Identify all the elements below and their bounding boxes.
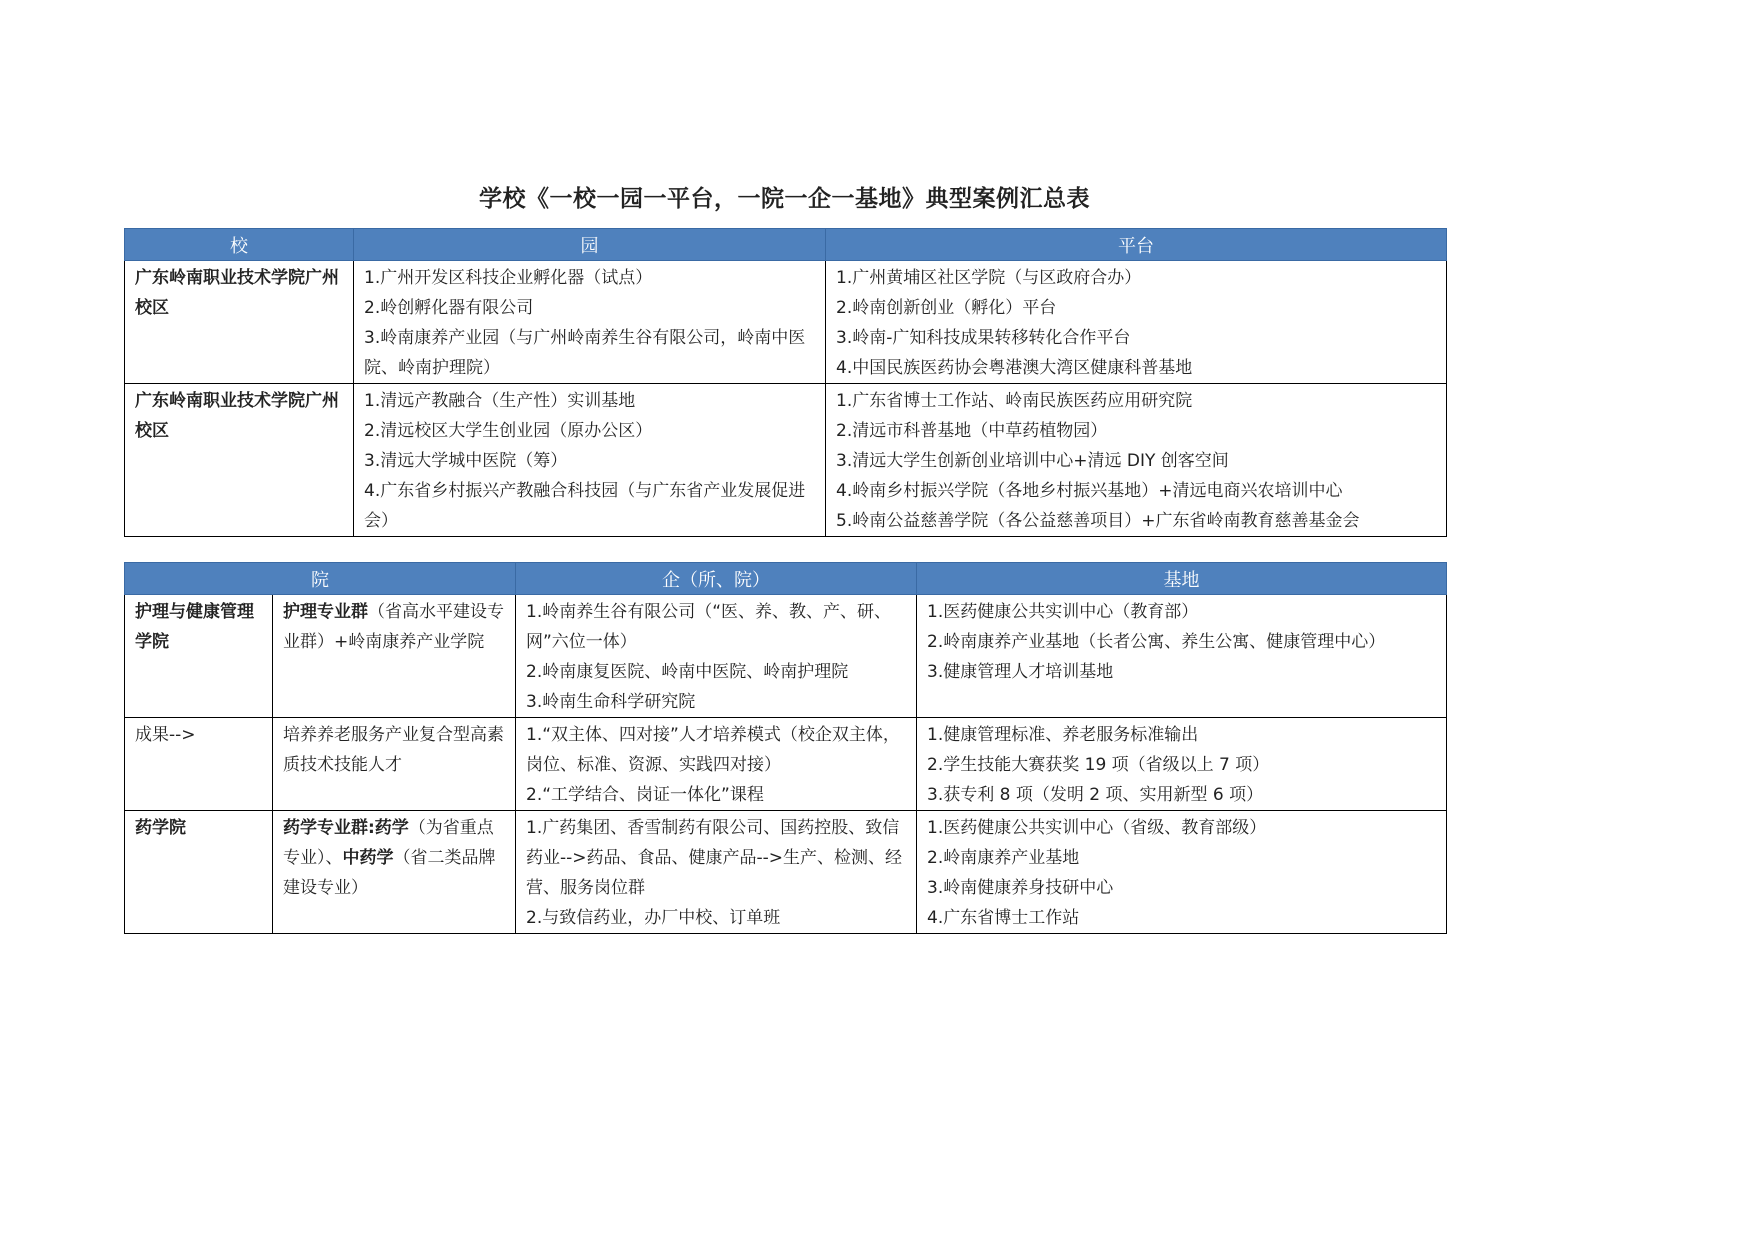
table-header-row	[125, 229, 1447, 261]
list-item: 1.广药集团、香雪制药有限公司、国药控股、致信药业-->药品、食品、健康产品-->生产、检测、经营、服务岗位群	[526, 818, 903, 898]
enterprise-cell	[516, 718, 917, 811]
major-cell: 培养养老服务产业复合型高素质技术技能人才	[273, 718, 516, 811]
park-cell	[354, 261, 826, 384]
header-college: 院	[125, 563, 516, 595]
list-item: 2.学生技能大赛获奖 19 项（省级以上 7 项）	[927, 755, 1270, 775]
list-item: 1.广州黄埔区社区学院（与区政府合办）	[836, 268, 1142, 288]
header-platform: 平台	[826, 229, 1447, 261]
list-item: 3.健康管理人才培训基地	[927, 662, 1114, 682]
list-item: 1.“双主体、四对接”人才培养模式（校企双主体，岗位、标准、资源、实践四对接）	[526, 725, 900, 775]
list-item: 4.中国民族医药协会粤港澳大湾区健康科普基地	[836, 358, 1193, 378]
major-group-name: 护理专业群	[283, 602, 368, 622]
college-cell: 药学院	[125, 811, 273, 934]
major-group-note: （为省重点专业）、	[283, 818, 494, 868]
list-item: 4.广东省乡村振兴产教融合科技园（与广东省产业发展促进会）	[364, 481, 806, 531]
list-item: 1.健康管理标准、养老服务标准输出	[927, 725, 1199, 745]
header-base: 基地	[917, 563, 1447, 595]
table-row	[125, 718, 1447, 811]
major-group-name: 药学专业群:药学	[283, 818, 409, 838]
list-item: 1.广东省博士工作站、岭南民族医药应用研究院	[836, 391, 1193, 411]
list-item: 2.清远校区大学生创业园（原办公区）	[364, 421, 653, 441]
list-item: 2.清远市科普基地（中草药植物园）	[836, 421, 1108, 441]
college-cell: 成果-->	[125, 718, 273, 811]
school-cell: 广东岭南职业技术学院广州校区	[125, 261, 354, 384]
list-item: 3.岭南康养产业园（与广州岭南养生谷有限公司，岭南中医院、岭南护理院）	[364, 328, 806, 378]
list-item: 2.岭创孵化器有限公司	[364, 298, 534, 318]
list-item: 3.清远大学生创新创业培训中心+清远 DIY 创客空间	[836, 451, 1229, 471]
major-note: （省二类品牌建设专业）	[283, 848, 496, 898]
platform-cell	[826, 261, 1447, 384]
park-cell	[354, 384, 826, 537]
table-row	[125, 261, 1447, 384]
base-cell	[917, 811, 1447, 934]
list-item: 2.岭南康养产业基地（长者公寓、养生公寓、健康管理中心）	[927, 632, 1386, 652]
list-item: 1.清远产教融合（生产性）实训基地	[364, 391, 636, 411]
list-item: 4.岭南乡村振兴学院（各地乡村振兴基地）+清远电商兴农培训中心	[836, 481, 1343, 501]
college-cell: 护理与健康管理学院	[125, 595, 273, 718]
major-name: 中药学	[342, 848, 394, 868]
table-row	[125, 384, 1447, 537]
table-header-row	[125, 563, 1447, 595]
header-park: 园	[354, 229, 826, 261]
list-item: 2.与致信药业，办厂中校、订单班	[526, 908, 781, 928]
header-school: 校	[125, 229, 354, 261]
enterprise-cell	[516, 595, 917, 718]
major-cell	[273, 811, 516, 934]
list-item: 1.岭南养生谷有限公司（“医、养、教、产、研、网”六位一体）	[526, 602, 892, 652]
list-item: 5.岭南公益慈善学院（各公益慈善项目）+广东省岭南教育慈善基金会	[836, 511, 1360, 531]
page-title: 学校《一校一园一平台，一院一企一基地》典型案例汇总表	[479, 186, 1090, 212]
list-item: 2.岭南康养产业基地	[927, 848, 1080, 868]
school-park-platform-table	[124, 228, 1447, 537]
platform-cell	[826, 384, 1447, 537]
table-row	[125, 595, 1447, 718]
list-item: 3.岭南生命科学研究院	[526, 692, 696, 712]
major-group-note: （省高水平建设专业群）+岭南康养产业学院	[283, 602, 504, 652]
table-row	[125, 811, 1447, 934]
list-item: 3.清远大学城中医院（筹）	[364, 451, 568, 471]
list-item: 1.医药健康公共实训中心（教育部）	[927, 602, 1199, 622]
school-cell: 广东岭南职业技术学院广州校区	[125, 384, 354, 537]
list-item: 4.广东省博士工作站	[927, 908, 1080, 928]
college-enterprise-base-table	[124, 562, 1447, 934]
header-enterprise: 企（所、院）	[516, 563, 917, 595]
list-item: 1.医药健康公共实训中心（省级、教育部级）	[927, 818, 1267, 838]
base-cell	[917, 595, 1447, 718]
list-item: 2.岭南创新创业（孵化）平台	[836, 298, 1057, 318]
list-item: 2.“工学结合、岗证一体化”课程	[526, 785, 764, 805]
list-item: 2.岭南康复医院、岭南中医院、岭南护理院	[526, 662, 849, 682]
major-cell	[273, 595, 516, 718]
list-item: 3.岭南-广知科技成果转移转化合作平台	[836, 328, 1131, 348]
list-item: 3.获专利 8 项（发明 2 项、实用新型 6 项）	[927, 785, 1264, 805]
list-item: 1.广州开发区科技企业孵化器（试点）	[364, 268, 653, 288]
list-item: 3.岭南健康养身技研中心	[927, 878, 1114, 898]
enterprise-cell	[516, 811, 917, 934]
base-cell	[917, 718, 1447, 811]
